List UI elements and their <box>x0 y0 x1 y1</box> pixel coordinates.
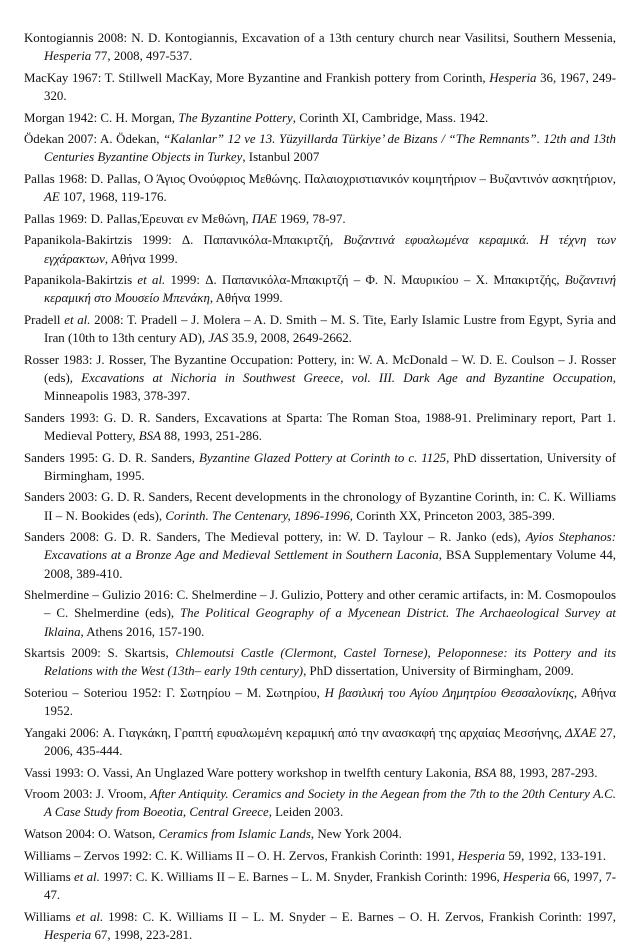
reference-text: , Corinth XI, Cambridge, Mass. 1942. <box>292 110 489 125</box>
reference-italic-text: Ayios Stephanos: Excavations at a Bronze Age and Medieval Settlement in Southern Laconia <box>44 530 616 563</box>
reference-text: 107, 1968, 119-176. <box>59 190 167 205</box>
reference-text: Corinth XX, Princeton 2003, 385-399. <box>353 508 555 523</box>
reference-text: 1998: C. K. Williams II – L. M. Snyder – E. Barnes – O. H. Zervos, Frankish Corinth: 1997, <box>103 909 616 924</box>
reference-italic-text: Βυζαντινή κεραμική στο Μουσείο Μπενάκη <box>44 273 616 306</box>
reference-entry <box>24 684 616 720</box>
reference-italic-text: AE <box>44 190 60 205</box>
reference-italic-text: et al. <box>74 870 100 885</box>
reference-text: Papanikola-Bakirtzis <box>24 273 138 288</box>
reference-text: Sanders 2008: G. D. R. Sanders, The Medieval pottery, in: W. D. Taylour – R. Janko (eds), <box>24 530 526 545</box>
reference-text: 1999: Δ. Παπανικόλα-Μπακιρτζή – Φ. Ν. Μαυρικίου – Χ. Μπακιρτζής, <box>165 273 565 288</box>
reference-text: 36, 1967, 249-320. <box>44 70 617 103</box>
reference-text: , PhD dissertation, University of Birmingham, 2009. <box>303 664 574 679</box>
reference-italic-text: Hesperia <box>489 70 537 85</box>
reference-entry <box>24 69 616 105</box>
reference-entry <box>24 351 616 406</box>
reference-italic-text: Chlemoutsi Castle (Clermont, Castel Tornese), Peloponnese: its Pottery and its Relations with the West (13th– early 19th century) <box>44 646 616 679</box>
reference-entry <box>24 868 616 904</box>
reference-text: 67, 1998, 223-281. <box>91 928 193 943</box>
reference-text: MacKay 1967: T. Stillwell MacKay, More Byzantine and Frankish pottery from Corinth, <box>24 70 490 85</box>
reference-italic-text: Η βασιλική του Αγίου Δημητρίου Θεσσαλονίκης <box>324 685 574 700</box>
reference-text: 88, 1993, 287-293. <box>496 765 598 780</box>
reference-text: Williams – Zervos 1992: C. K. Williams II – O. H. Zervos, Frankish Corinth: 1991, <box>24 848 458 863</box>
reference-text: Ödekan 2007: A. Ödekan, <box>24 132 164 147</box>
reference-text: Watson 2004: O. Watson, <box>24 826 159 841</box>
reference-text: 1997: C. K. Williams II – E. Barnes – L. M. Snyder, Frankish Corinth: 1996, <box>99 870 504 885</box>
reference-italic-text: Excavations at Nichoria in Southwest Greece, vol. III. Dark Age and Byzantine Occupation <box>81 370 613 385</box>
reference-entry <box>24 825 616 843</box>
reference-italic-text: et al. <box>64 312 91 327</box>
reference-italic-text: Corinth. The Centenary, 1896-1996, <box>165 508 353 523</box>
reference-italic-text: “Kalanlar” 12 ve 13. Yüzyillarda Türkiye’ de Bizans / “The Remnants”. 12th and 13th Centuries Byzantine Objects in Turkey <box>44 132 616 165</box>
reference-text: Yangaki 2006: Α. Γιαγκάκη, Γραπτή εφυαλωμένη κεραμική από την ανασκαφή της αρχαίας Μεσσήνης, <box>24 725 566 740</box>
reference-text: , Leiden 2003. <box>268 805 344 820</box>
reference-italic-text: Byzantine Glazed Pottery at Corinth to c. 1125 <box>199 450 447 465</box>
reference-entry <box>24 29 616 65</box>
reference-text: Pallas 1968: D. Pallas, Ο Άγιος Ονούφριος Μεθώνης. Παλαιοχριστιανικόν κοιμητήριον – Βυζαντινόν ασκητήριον, <box>24 171 616 186</box>
reference-text: Shelmerdine – Gulizio 2016: C. Shelmerdine – J. Gulizio, Pottery and other ceramic artifacts, in: M. Cosmopoulos – C. Shelmerdine (eds), <box>24 588 616 621</box>
reference-text: Morgan 1942: C. H. Morgan, <box>24 110 179 125</box>
reference-entry <box>24 170 616 206</box>
reference-entry <box>24 764 616 782</box>
reference-italic-text: BSA <box>138 428 161 443</box>
reference-text: Sanders 1993: G. D. R. Sanders, Excavations at Sparta: The Roman Stoa, 1988-91. Preliminary report, Part 1. Medieval Pottery, <box>24 410 616 443</box>
reference-entry <box>24 528 616 583</box>
reference-entry <box>24 271 616 307</box>
reference-text: 88, 1993, 251-286. <box>160 428 262 443</box>
reference-text: Sanders 1995: G. D. R. Sanders, <box>24 450 199 465</box>
reference-italic-text: JAS <box>208 331 229 346</box>
reference-text: , New York 2004. <box>310 826 402 841</box>
reference-entry <box>24 488 616 524</box>
reference-italic-text: ΔΧΑΕ <box>565 725 597 740</box>
reference-text: , Αθήνα 1952. <box>44 685 616 719</box>
reference-entry <box>24 908 616 944</box>
reference-italic-text: The Political Geography of a Mycenean District. The Archaeological Survey at Iklaina <box>44 606 616 639</box>
reference-italic-text: ΠΑΕ <box>251 211 277 226</box>
reference-text: Vroom 2003: J. Vroom, <box>24 787 150 802</box>
reference-text: Skartsis 2009: S. Skartsis, <box>24 646 176 661</box>
reference-text: 66, 1997, 7-47. <box>44 870 617 903</box>
reference-italic-text: Hesperia <box>503 870 551 885</box>
reference-text: , PhD dissertation, University of Birmingham, 1995. <box>44 450 616 483</box>
reference-text: 27, 2006, 435-444. <box>44 725 616 758</box>
reference-entry <box>24 785 616 821</box>
reference-italic-text: Hesperia <box>44 49 92 64</box>
reference-entry <box>24 449 616 485</box>
reference-text: , Αθήνα 1999. <box>104 251 178 266</box>
reference-entry <box>24 586 616 641</box>
reference-italic-text: Hesperia <box>457 848 506 863</box>
reference-entry <box>24 847 616 865</box>
reference-text: Rosser 1983: J. Rosser, The Byzantine Occupation: Pottery, in: W. A. McDonald – W. D. E. Coulson – J. Rosser (eds), <box>24 352 616 385</box>
reference-list <box>24 29 616 944</box>
reference-text: , Istanbul 2007 <box>242 150 320 165</box>
reference-entry <box>24 409 616 445</box>
reference-text: 1969, 78-97. <box>276 211 346 226</box>
reference-italic-text: The Byzantine Pottery <box>178 110 293 125</box>
reference-entry <box>24 644 616 680</box>
reference-text: Vassi 1993: O. Vassi, An Unglazed Ware pottery workshop in twelfth century Lakonia, <box>24 765 475 780</box>
reference-entry <box>24 724 616 760</box>
reference-entry <box>24 210 616 228</box>
reference-text: Soteriou – Soteriou 1952: Γ. Σωτηρίου – Μ. Σωτηρίου, <box>24 685 325 700</box>
reference-text: Sanders 2003: G. D. R. Sanders, Recent developments in the chronology of Byzantine Corinth, in: C. K. Williams II – N. Bookides (eds), <box>24 490 616 523</box>
reference-text: Kontogiannis 2008: N. D. Kontogiannis, Excavation of a 13th century church near Vasilitsi, Southern Messenia, <box>24 31 616 45</box>
reference-text: 77, 2008, 497-537. <box>91 49 193 64</box>
reference-text: , Minneapolis 1983, 378-397. <box>44 370 617 404</box>
reference-text: Williams <box>24 909 76 924</box>
reference-text: Pradell <box>24 312 65 327</box>
reference-italic-text: BSA <box>474 765 497 780</box>
reference-text: 35.9, 2008, 2649-2662. <box>228 331 352 346</box>
reference-entry <box>24 231 616 267</box>
reference-italic-text: After Antiquity. Ceramics and Society in the Aegean from the 7th to the 20th Century A.C. A Case Study from Boeotia, Central Greece <box>44 787 616 820</box>
reference-italic-text: Βυζαντινά εφυαλωμένα κεραμικά. Η τέχνη των εγχάρακτων <box>44 233 616 266</box>
reference-italic-text: et al. <box>75 909 104 924</box>
reference-italic-text: et al. <box>137 273 166 288</box>
reference-text: Pallas 1969: D. Pallas,Έρευναι εν Μεθώνη, <box>24 211 252 226</box>
reference-text: 59, 1992, 133-191. <box>505 848 606 863</box>
reference-entry <box>24 130 616 166</box>
reference-text: , Αθήνα 1999. <box>209 291 283 306</box>
reference-entry <box>24 109 616 127</box>
reference-entry <box>24 311 616 347</box>
reference-text: , Athens 2016, 157-190. <box>80 624 205 639</box>
reference-text: Papanikola-Bakirtzis 1999: Δ. Παπανικόλα-Μπακιρτζή, <box>24 233 344 248</box>
reference-text: 2008: T. Pradell – J. Molera – A. D. Smith – M. S. Tite, Early Islamic Lustre from Egypt, Syria and Iran (10th to 13th century AD), <box>44 312 616 346</box>
reference-text: Williams <box>24 870 75 885</box>
reference-text: , BSA Supplementary Volume 44, 2008, 389-410. <box>44 548 616 581</box>
reference-italic-text: Hesperia <box>44 928 92 943</box>
reference-italic-text: Ceramics from Islamic Lands <box>158 826 311 841</box>
